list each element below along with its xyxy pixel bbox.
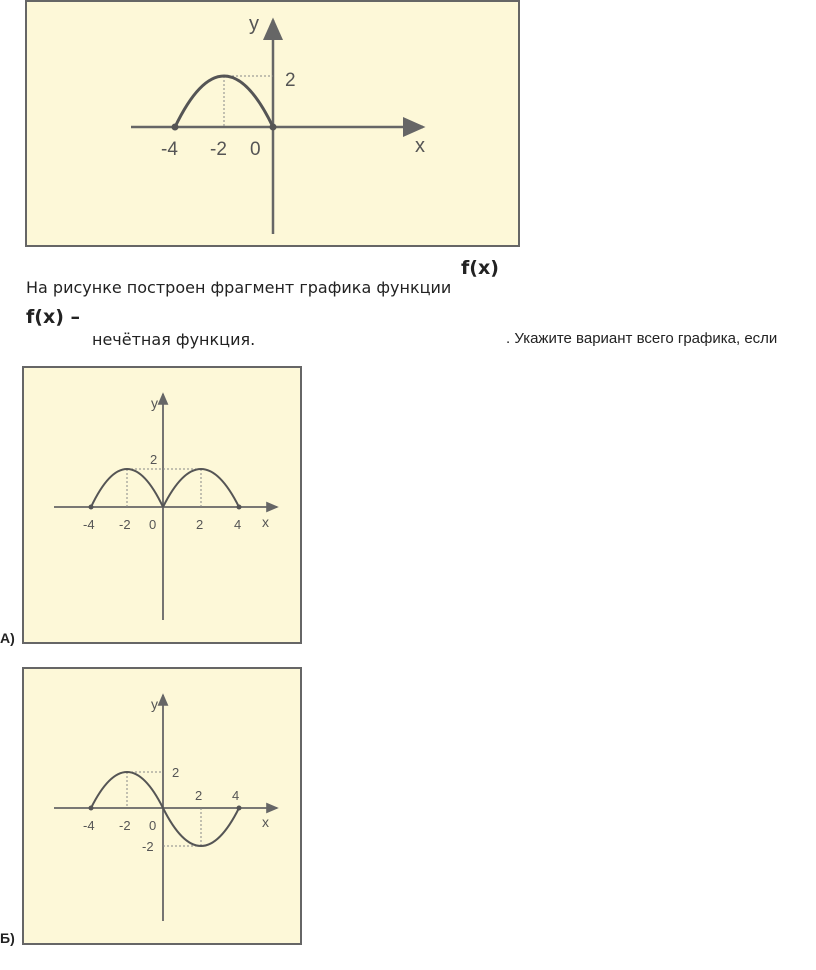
option-b-label[interactable]: Б) bbox=[0, 930, 15, 946]
x-axis-label: x bbox=[262, 814, 269, 830]
point-zero bbox=[270, 124, 277, 131]
option-b-graph-panel[interactable] bbox=[22, 667, 302, 945]
y-tick-2: 2 bbox=[150, 452, 158, 467]
x-tick-minus4: -4 bbox=[161, 139, 178, 160]
x-axis-label: x bbox=[415, 135, 425, 157]
main-graph-panel bbox=[25, 0, 520, 247]
x-tick-2: 2 bbox=[196, 517, 204, 532]
x-tick-minus2: -2 bbox=[119, 818, 131, 833]
task-line-2-left: нечётная функция. bbox=[92, 330, 256, 349]
y-tick-minus2: -2 bbox=[142, 839, 154, 854]
fx-symbol-left: f(x) – bbox=[26, 306, 81, 328]
x-axis-label: x bbox=[262, 514, 269, 530]
point-4 bbox=[237, 505, 242, 510]
option-a-graph bbox=[24, 368, 304, 646]
x-tick-zero: 0 bbox=[149, 818, 157, 833]
point-4 bbox=[237, 806, 242, 811]
y-tick-2: 2 bbox=[172, 765, 180, 780]
x-tick-zero: 0 bbox=[250, 139, 261, 160]
option-a-graph-panel[interactable] bbox=[22, 366, 302, 644]
x-tick-2: 2 bbox=[195, 788, 203, 803]
option-a-label[interactable]: А) bbox=[0, 630, 15, 646]
option-b-graph bbox=[24, 669, 304, 947]
point-minus4 bbox=[172, 124, 179, 131]
task-line-2-right: . Укажите вариант всего графика, если bbox=[506, 330, 778, 347]
x-tick-minus4: -4 bbox=[83, 517, 95, 532]
x-tick-minus2: -2 bbox=[210, 139, 227, 160]
fx-symbol-top: f(x) bbox=[461, 257, 499, 279]
x-tick-zero: 0 bbox=[149, 517, 157, 532]
point-minus4 bbox=[89, 806, 94, 811]
task-line-1: На рисунке построен фрагмент графика функции bbox=[26, 278, 452, 297]
x-tick-4: 4 bbox=[232, 788, 240, 803]
x-tick-4: 4 bbox=[234, 517, 242, 532]
x-tick-minus4: -4 bbox=[83, 818, 95, 833]
y-axis-label: y bbox=[151, 395, 158, 411]
y-axis-label: y bbox=[151, 696, 158, 712]
y-axis-label: y bbox=[249, 13, 259, 35]
y-tick-2: 2 bbox=[285, 70, 296, 91]
main-graph bbox=[27, 2, 522, 249]
point-minus4 bbox=[89, 505, 94, 510]
x-tick-minus2: -2 bbox=[119, 517, 131, 532]
